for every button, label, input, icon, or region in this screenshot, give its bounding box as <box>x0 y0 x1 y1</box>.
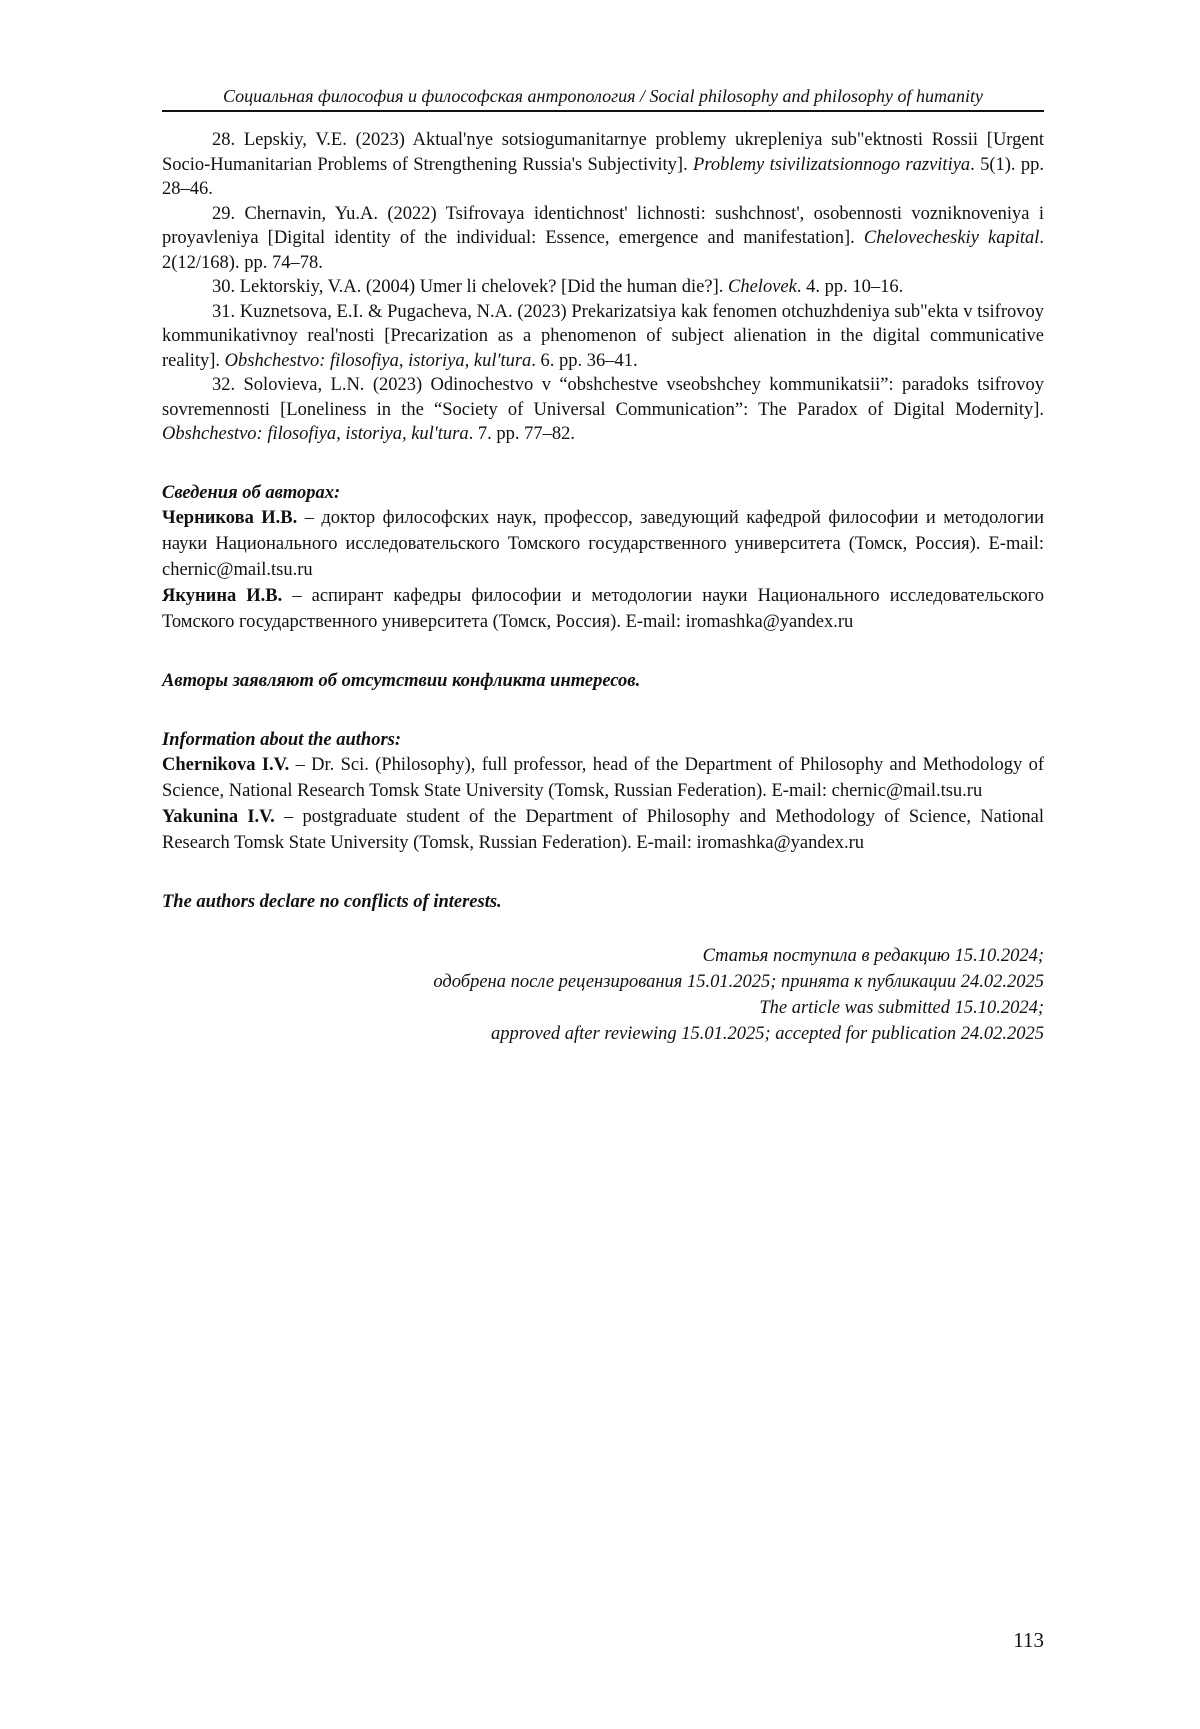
reference-tail: . 2(12/168). pp. 74–78. <box>162 228 1044 273</box>
authors-info-ru-title: Сведения об авторах: <box>162 482 341 503</box>
reference-item <box>162 300 1044 374</box>
date-line: Статья поступила в редакцию 15.10.2024; <box>702 945 1044 966</box>
reference-text: 32. Solovieva, L.N. (2023) Odinochestvo v “obshchestve vseobshchey kommunikatsii”: paradoks tsifrovoy sovremennosti [Loneliness in the “Society of Universal Communication”: The Paradox of Digital Modernity]. <box>162 375 1044 420</box>
reference-tail: . 4. pp. 10–16. <box>796 277 904 297</box>
author-details: – аспирант кафедры философии и методологии науки Национального исследовательского Томского государственного университета (Томск, Россия). E-mail: iromashka@yandex.ru <box>162 586 1044 632</box>
article-dates <box>162 943 1044 1047</box>
author-name: Черникова И.В. <box>162 508 298 528</box>
reference-text: 31. Kuznetsova, E.I. & Pugacheva, N.A. (2023) Prekarizatsiya kak fenomen otchuzhdeniya sub"ekta v tsifrovoy kommunikativnoy real'nosti [Precarization as a phenomenon of subject alienation in the digital communicative reality]. <box>162 301 1044 371</box>
conflict-declaration-ru: Авторы заявляют об отсутствии конфликта интересов. <box>162 671 641 691</box>
reference-item <box>162 373 1044 447</box>
references-list <box>162 128 1044 447</box>
reference-tail: . 5(1). pp. 28–46. <box>162 154 1044 199</box>
author-details: – доктор философских наук, профессор, заведующий кафедрой философии и методологии науки Национального исследовательского Томского государственного университета (Томск, Россия). E-mail: chernic@mail.tsu.ru <box>162 508 1044 580</box>
reference-text: 29. Chernavin, Yu.A. (2022) Tsifrovaya identichnost' lichnosti: sushchnost', osobennosti vozniknoveniya i proyavleniya [Digital identity of the individual: Essence, emergence and manifestation]. <box>162 203 1044 248</box>
reference-tail: . 6. pp. 36–41. <box>531 350 638 371</box>
author-details: – postgraduate student of the Department of Philosophy and Methodology of Science, National Research Tomsk State University (Tomsk, Russian Federation). E-mail: iromashka@yandex.ru <box>162 807 1044 853</box>
author-bio <box>162 583 1044 635</box>
authors-info-ru <box>162 481 1044 636</box>
reference-journal: Obshchestvo: filosofiya, istoriya, kul'tura <box>224 350 532 371</box>
author-bio <box>162 752 1044 804</box>
date-line: одобрена после рецензирования 15.01.2025; принята к публикации 24.02.2025 <box>433 971 1044 992</box>
author-bio <box>162 804 1044 856</box>
reference-journal: Chelovek <box>728 277 797 297</box>
date-line: The article was submitted 15.10.2024; <box>759 997 1044 1018</box>
reference-text: 30. Lektorskiy, V.A. (2004) Umer li chelovek? [Did the human die?]. <box>212 277 728 297</box>
author-bio <box>162 505 1044 583</box>
authors-info-en <box>162 728 1044 857</box>
page-number: 113 <box>1013 1628 1044 1652</box>
authors-info-en-title: Information about the authors: <box>162 729 402 750</box>
reference-journal: Chelovecheskiy kapital <box>863 228 1040 248</box>
date-line: approved after reviewing 15.01.2025; accepted for publication 24.02.2025 <box>490 1023 1044 1044</box>
reference-item <box>162 128 1044 202</box>
reference-journal: Obshchestvo: filosofiya, istoriya, kul'tura <box>162 424 469 444</box>
author-name: Chernikova I.V. <box>162 755 290 775</box>
page-content <box>162 86 1044 1047</box>
running-head: Социальная философия и философская антропология / Social philosophy and philosophy of humanity <box>162 86 1044 112</box>
reference-text: 28. Lepskiy, V.E. (2023) Aktual'nye sotsiogumanitarnye problemy ukrepleniya sub"ektnosti Rossii [Urgent Socio-Humanitarian Problems of Strengthening Russia's Subjectivity]. <box>162 130 1044 175</box>
author-details: – Dr. Sci. (Philosophy), full professor, head of the Department of Philosophy and Methodology of Science, National Research Tomsk State University (Tomsk, Russian Federation). E-mail: chernic@mail.tsu.ru <box>162 755 1044 801</box>
reference-item <box>162 202 1044 276</box>
author-name: Якунина И.В. <box>162 586 283 606</box>
reference-tail: . 7. pp. 77–82. <box>468 424 575 444</box>
reference-journal: Problemy tsivilizatsionnogo razvitiya <box>693 154 971 175</box>
reference-item <box>162 275 1044 300</box>
author-name: Yakunina I.V. <box>162 807 275 827</box>
conflict-declaration-en: The authors declare no conflicts of interests. <box>162 892 502 912</box>
